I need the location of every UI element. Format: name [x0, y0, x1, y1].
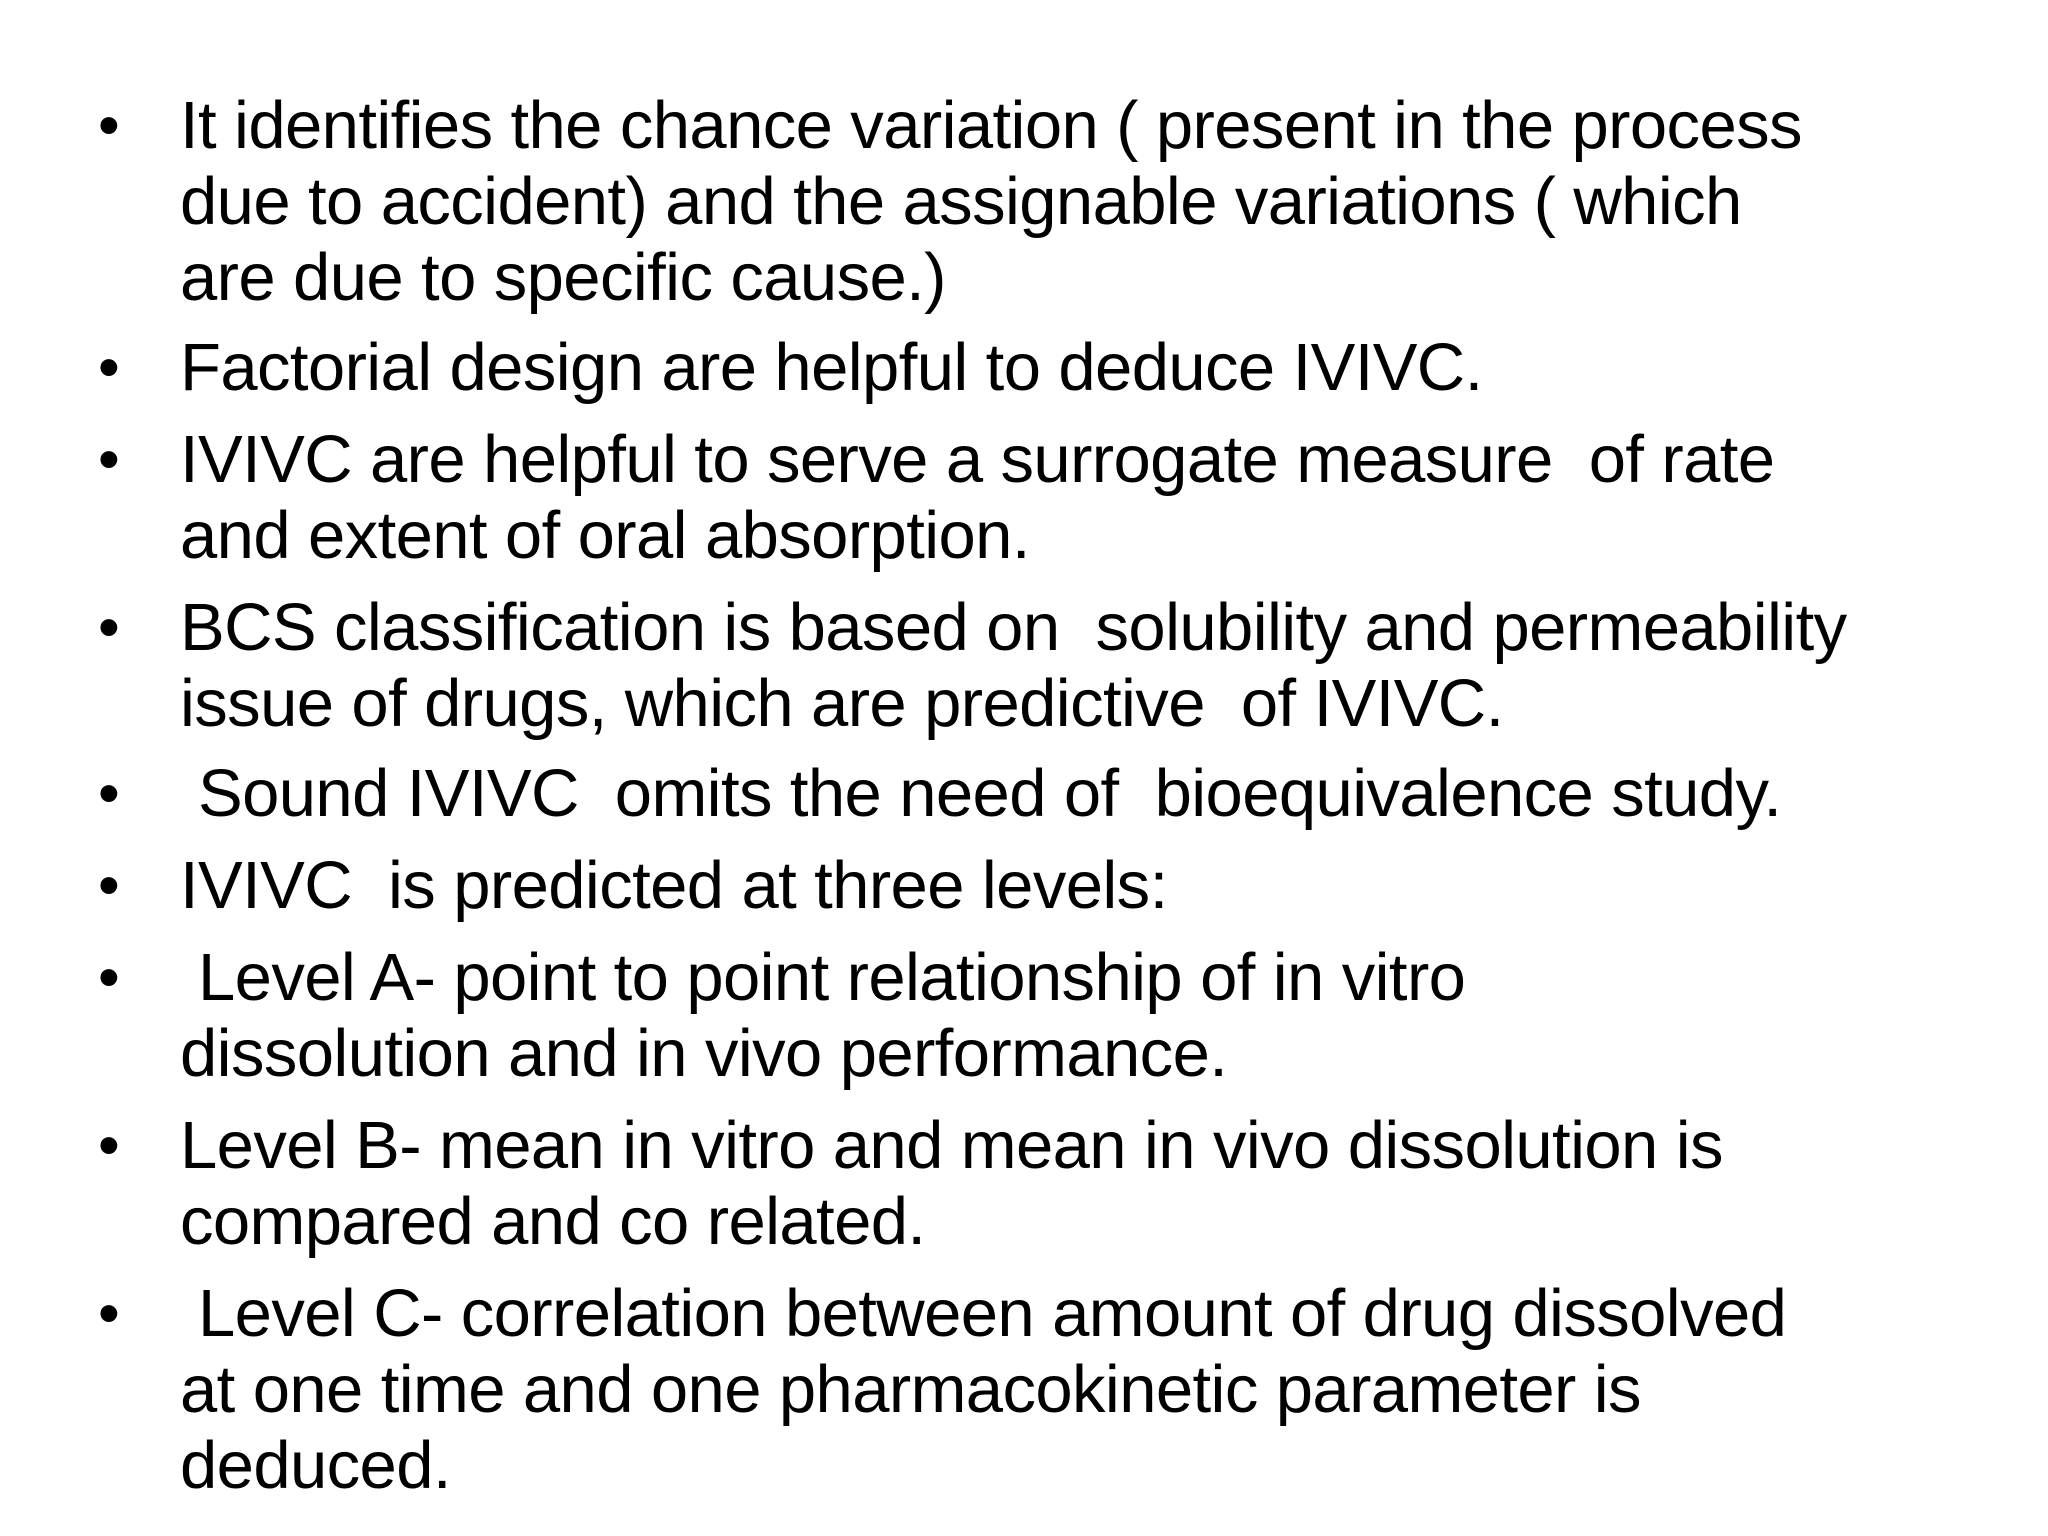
- bullet-line: Factorial design are helpful to deduce IVIVC.: [180, 330, 1483, 405]
- bullet-marker: •: [98, 943, 120, 1012]
- bullet-line: dissolution and in vivo performance.: [180, 1016, 1228, 1091]
- bullet-line: Level B- mean in vitro and mean in vivo dissolution is: [180, 1108, 1723, 1183]
- bullet-line: compared and co related.: [180, 1184, 926, 1259]
- bullet-marker: •: [98, 1111, 120, 1180]
- bullet-line: Level A- point to point relationship of in vitro: [180, 940, 1466, 1015]
- bullet-marker: •: [98, 425, 120, 494]
- bullet-line: IVIVC are helpful to serve a surrogate measure of rate: [180, 422, 1775, 497]
- bullet-line: Sound IVIVC omits the need of bioequivalence study.: [180, 756, 1782, 831]
- bullet-line: BCS classification is based on solubility and permeability: [180, 590, 1847, 665]
- bullet-marker: •: [98, 1279, 120, 1348]
- bullet-line: and extent of oral absorption.: [180, 498, 1030, 573]
- bullet-line: issue of drugs, which are predictive of IVIVC.: [180, 666, 1504, 741]
- bullet-line: are due to specific cause.): [180, 240, 946, 315]
- bullet-marker: •: [98, 759, 120, 828]
- bullet-line: Level C- correlation between amount of drug dissolved: [180, 1276, 1787, 1351]
- bullet-marker: •: [98, 91, 120, 160]
- bullet-line: due to accident) and the assignable variations ( which: [180, 164, 1742, 239]
- bullet-line: at one time and one pharmacokinetic parameter is: [180, 1352, 1641, 1427]
- bullet-marker: •: [98, 851, 120, 920]
- bullet-line: IVIVC is predicted at three levels:: [180, 848, 1168, 923]
- bullet-marker: •: [98, 593, 120, 662]
- bullet-marker: •: [98, 333, 120, 402]
- bullet-line: It identifies the chance variation ( present in the process: [180, 88, 1802, 163]
- bullet-line: deduced.: [180, 1428, 451, 1503]
